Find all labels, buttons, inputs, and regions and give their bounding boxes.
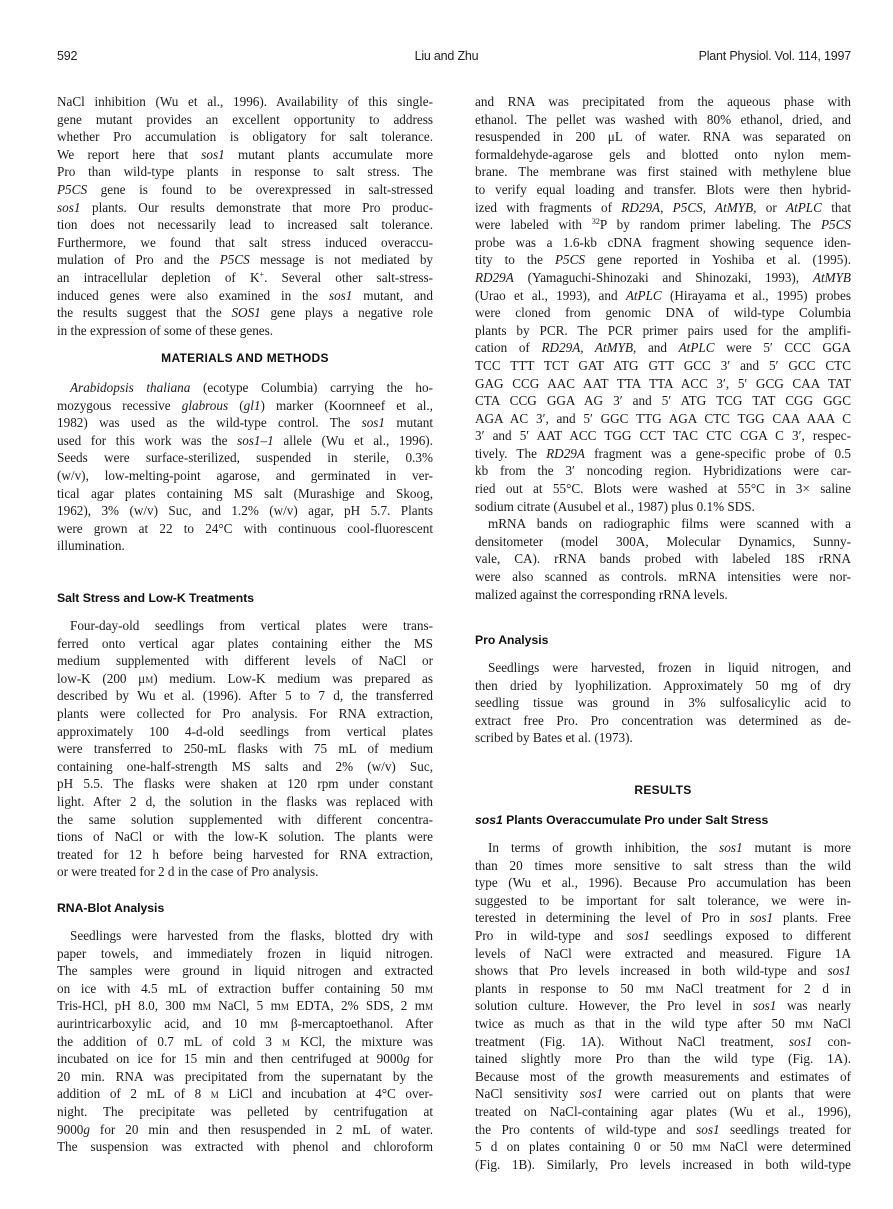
running-head-authors: Liu and Zhu	[414, 49, 479, 63]
text-line: TCC TTT TCT GAT ATG GTT GCC 3′ and 5′ GCC CTC	[475, 357, 851, 373]
text-line: RD29A (Yamaguchi-Shinozaki and Shinozaki, 1993), AtMYB	[475, 269, 851, 285]
text-line: ferred onto vertical agar plates containing either the MS	[57, 635, 433, 651]
text-line: then dried by lyophilization. Approximately 50 mg of dry	[475, 677, 851, 693]
text-line: vale, CA). rRNA bands probed with labeled 18S rRNA	[475, 551, 851, 567]
text-line: treatment (Fig. 1A). Without NaCl treatment, sos1 con-	[475, 1033, 851, 1049]
text-line: formaldehyde-agarose gels and blotted onto nylon mem-	[475, 146, 851, 162]
text-line: induced genes were also examined in the sos1 mutant, and	[57, 287, 433, 303]
text-line: the results suggest that the SOS1 gene plays a negative role	[57, 305, 433, 321]
text-line: The samples were ground in liquid nitrogen and extracted	[57, 963, 433, 979]
text-line: The suspension was extracted with phenol and chloroform	[57, 1139, 433, 1155]
text-line: NaCl sensitivity sos1 were carried out on plants that were	[475, 1086, 851, 1102]
subheading-pro-analysis: Pro Analysis	[475, 633, 549, 647]
subheading-rna-blot: RNA-Blot Analysis	[57, 901, 165, 915]
text-line: treated for 12 h before being harvested for RNA extraction,	[57, 846, 433, 862]
rna-blot-text-continued	[475, 93, 851, 603]
text-line: Furthermore, we found that salt stress induced overaccu-	[57, 234, 433, 250]
text-line: were also scanned as controls. mRNA intensities were nor-	[475, 569, 851, 585]
text-line: were grown at 22 to 24°C with continuous cool-fluorescent	[57, 520, 433, 536]
text-line: scribed by Bates et al. (1973).	[475, 730, 633, 746]
text-line: shows that Pro levels increased in both wild-type and sos1	[475, 963, 851, 979]
text-line: plants by PCR. The PCR primer pairs used for the amplifi-	[475, 322, 851, 338]
text-line: medium supplemented with different levels of NaCl or	[57, 653, 433, 669]
text-line: (Urao et al., 1993), and AtPLC (Hirayama et al., 1995) probes	[475, 287, 851, 303]
text-line: terested in determining the level of Pro in sos1 plants. Free	[475, 910, 851, 926]
intro-text	[57, 93, 433, 339]
results-text	[475, 839, 851, 1173]
text-line: tical agar plates containing MS salt (Murashige and Skoog,	[57, 485, 433, 501]
text-line: (w/v), low-melting-point agarose, and germinated in ver-	[57, 467, 433, 483]
text-line: used for this work was the sos1–1 allele (Wu et al., 1996).	[57, 432, 433, 448]
text-line: incubated on ice for 15 min and then centrifuged at 9000g for	[57, 1051, 433, 1067]
text-line: type (Wu et al., 1996). Because Pro accumulation has been	[475, 875, 851, 891]
text-line: ethanol. The pellet was washed with 80% ethanol, dried, and	[475, 111, 851, 127]
text-line: levels of NaCl were extracted and measured. Figure 1A	[475, 945, 851, 961]
text-line: NaCl inhibition (Wu et al., 1996). Availability of this single-	[57, 94, 433, 109]
text-line: Seeds were surface-sterilized, suspended in sterile, 0.3%	[57, 450, 433, 466]
text-line: AGA AC 3′, and 5′ GGC TTG AGA CTC TGG CAA AAA C	[475, 410, 851, 426]
text-line: the Pro contents of wild-type and sos1 seedlings treated for	[475, 1121, 851, 1137]
text-line: cation of RD29A, AtMYB, and AtPLC were 5′ CCC GGA	[475, 340, 851, 356]
text-line: to verify equal loading and transfer. Blots were then hybrid-	[475, 181, 851, 197]
section-heading-results: RESULTS	[634, 783, 692, 797]
text-line: low-K (200 μm) medium. Low-K medium was prepared as	[57, 670, 433, 686]
text-line: the same solution supplemented with different concentra-	[57, 811, 433, 827]
text-line: or were treated for 2 d in the case of Pro analysis.	[57, 864, 319, 880]
text-line: ized with fragments of RD29A, P5CS, AtMYB, or AtPLC that	[475, 199, 851, 215]
text-line: containing one-half-strength MS salts and 2% (w/v) Suc,	[57, 758, 433, 774]
text-line: were labeled with $^{32}$P by random primer labeling. The P5CS	[475, 217, 851, 233]
text-line: tively. The RD29A fragment was a gene-specific probe of 0.5	[475, 445, 851, 461]
text-line: the addition of 0.7 mL of cold 3 m KCl, the mixture was	[57, 1033, 433, 1049]
text-line: 1962), 3% (w/v) Suc, and 1.2% (w/v) agar, pH 5.7. Plants	[57, 503, 433, 519]
text-line: treated on NaCl-containing agar plates (Wu et al., 1996),	[475, 1103, 851, 1119]
text-line: sodium citrate (Ausubel et al., 1987) plus 0.1% SDS.	[475, 498, 755, 514]
text-line: approximately 100 4-d-old seedlings from vertical plates	[57, 723, 433, 739]
text-line: resuspended in 200 μL of water. RNA was separated on	[475, 129, 851, 145]
text-line: and RNA was precipitated from the aqueous phase with	[475, 94, 851, 109]
text-line: were cloned from genomic DNA of wild-type Columbia	[475, 305, 851, 321]
text-line: Pro in wild-type and sos1 seedlings exposed to different	[475, 927, 851, 943]
materials-text	[57, 379, 433, 555]
text-line: 5 d on plates containing 0 or 50 mm NaCl were determined	[475, 1139, 852, 1155]
text-line: twice as much as that in the wild type after 50 mm NaCl	[475, 1015, 851, 1031]
salt-stress-text	[57, 617, 433, 881]
text-line: than 20 times more sensitive to salt stress than the wild	[475, 857, 851, 873]
text-line: (Fig. 1B). Similarly, Pro levels increased in both wild-type	[475, 1156, 851, 1172]
text-line: tained slightly more Pro than the wild type (Fig. 1A).	[475, 1051, 851, 1067]
text-line: Tris-HCl, pH 8.0, 300 mm NaCl, 5 mm EDTA, 2% SDS, 2 mm	[57, 998, 433, 1014]
text-line: tity to the P5CS gene reported in Yoshiba et al. (1995).	[475, 252, 851, 268]
text-line: seedling tissue was ground in 3% sulfosalicylic acid to	[475, 695, 851, 711]
text-line: In terms of growth inhibition, the sos1 mutant is more	[488, 840, 851, 855]
text-line: tions of NaCl or with the low-K solution. The plants were	[57, 829, 433, 845]
text-line: night. The precipitate was pelleted by centrifugation at	[57, 1103, 433, 1119]
text-line: We report here that sos1 mutant plants accumulate more	[57, 146, 434, 162]
text-line: whether Pro accumulation is obligatory for salt tolerance.	[57, 129, 433, 145]
rna-blot-text	[57, 927, 433, 1156]
text-line: solution culture. However, the Pro level in sos1 was nearly	[475, 998, 852, 1014]
text-line: tion does not necessarily lead to increased salt tolerance.	[57, 217, 433, 233]
subheading-sos1-pro: sos1 Plants Overaccumulate Pro under Salt Stress	[475, 813, 769, 827]
subheading-salt-stress: Salt Stress and Low-K Treatments	[57, 591, 255, 605]
text-line: 20 min. RNA was precipitated from the supernatant by the	[57, 1068, 433, 1084]
text-line: CTA CCG GGA AG 3′ and 5′ ATG TCG TAT CGG GGC	[475, 393, 851, 409]
text-line: pH 5.5. The flasks were shaken at 120 rpm under constant	[57, 776, 433, 792]
text-line: in the expression of some of these genes.	[57, 322, 274, 338]
text-line: densitometer (model 300A, Molecular Dynamics, Sunny-	[475, 533, 851, 549]
text-line: Because most of the growth measurements and estimates of	[475, 1068, 851, 1084]
text-line: extract free Pro. Pro concentration was determined as de-	[475, 712, 851, 728]
text-line: probe was a 1.6-kb cDNA fragment showing sequence iden-	[475, 234, 851, 250]
text-line: on ice with 4.5 mL of extraction buffer containing 50 mm	[57, 980, 433, 996]
text-line: addition of 2 mL of 8 m LiCl and incubation at 4°C over-	[57, 1086, 433, 1102]
section-heading-materials-methods: MATERIALS AND METHODS	[161, 351, 329, 365]
text-line: mulation of Pro and the P5CS message is not mediated by	[57, 252, 434, 268]
pro-analysis-text	[475, 659, 851, 747]
text-line: Four-day-old seedlings from vertical plates were trans-	[70, 618, 433, 633]
text-line: Seedlings were harvested from the flasks, blotted dry with	[70, 928, 433, 943]
text-line: paper towels, and immediately frozen in liquid nitrogen.	[57, 945, 433, 961]
text-line: malized against the corresponding rRNA levels.	[475, 586, 728, 602]
running-head-journal: Plant Physiol. Vol. 114, 1997	[698, 49, 851, 63]
text-line: 1982) was used as the wild-type control. The sos1 mutant	[57, 415, 433, 431]
text-line: Arabidopsis thaliana (ecotype Columbia) carrying the ho-	[70, 380, 433, 395]
text-line: suggested to be important for salt tolerance, we were in-	[475, 892, 851, 908]
text-line: gene mutant provides an excellent opportunity to address	[57, 111, 433, 127]
text-line: Seedlings were harvested, frozen in liquid nitrogen, and	[488, 660, 851, 675]
text-line: brane. The membrane was first stained with methylene blue	[475, 164, 851, 180]
text-line: kb from the 3′ noncoding region. Hybridizations were car-	[475, 463, 851, 479]
text-line: described by Wu et al. (1996). After 5 to 7 d, the transferred	[57, 688, 433, 704]
text-line: were transferred to 250-mL flasks with 75 mL of medium	[57, 741, 433, 757]
text-line: an intracellular depletion of K+. Several other salt-stress-	[57, 269, 434, 285]
text-line: Pro than wild-type plants in response to salt stress. The	[57, 164, 433, 180]
text-line: 3′ and 5′ AAT ACC TGG CCT TAC CTC CGA C 3′, respec-	[475, 428, 851, 444]
text-line: mozygous recessive glabrous (gl1) marker (Koornneef et al.,	[57, 397, 433, 413]
text-line: ried out at 55°C. Blots were washed at 55°C in 3× saline	[475, 481, 851, 497]
text-line: aurintricarboxylic acid, and 10 mm β-mercaptoethanol. After	[57, 1015, 434, 1031]
text-line: plants in response to 50 mm NaCl treatment for 2 d in	[475, 980, 852, 996]
text-line: light. After 2 d, the solution in the flasks was replaced with	[57, 793, 433, 809]
text-line: P5CS gene is found to be overexpressed in salt-stressed	[57, 181, 433, 197]
text-line: 9000g for 20 min and then resuspended in 2 mL of water.	[57, 1121, 433, 1137]
text-line: GAG CCG AAC AAT TTA TTA ACC 3′, 5′ GCG CAA TAT	[475, 375, 851, 391]
text-line: illumination.	[57, 538, 125, 554]
page-number: 592	[57, 49, 78, 63]
text-line: mRNA bands on radiographic films were scanned with a	[488, 516, 851, 532]
text-line: plants were collected for Pro analysis. For RNA extraction,	[57, 705, 433, 721]
text-line: sos1 plants. Our results demonstrate that more Pro produc-	[57, 199, 433, 215]
